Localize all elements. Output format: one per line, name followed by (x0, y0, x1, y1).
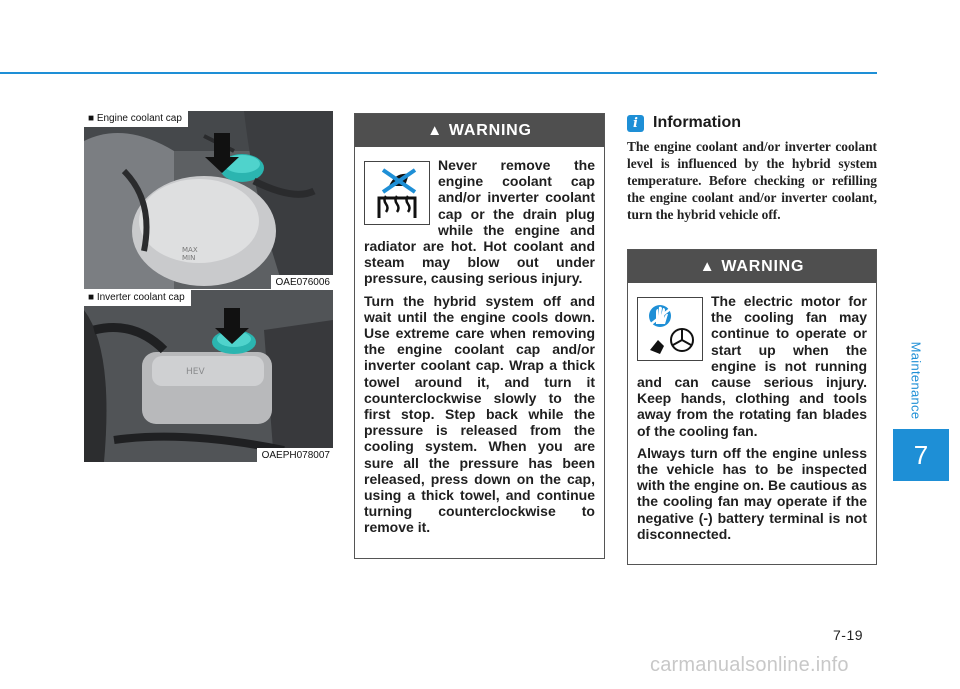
svg-text:HEV: HEV (186, 367, 205, 377)
warning-body (355, 147, 604, 550)
rotating-fan-hazard-icon (637, 297, 703, 361)
photo-caption: ■ Inverter coolant cap (84, 290, 191, 306)
info-icon: i (627, 115, 644, 132)
information-text: The engine coolant and/or inverter coolant level is influenced by the hybrid system temperature. Before checking or refilling the engine coolant and/or inverter coolant, turn the hybrid vehicle off. (627, 139, 877, 222)
svg-text:MAX: MAX (182, 246, 198, 254)
warning-paragraph: Turn the hybrid system off and wait until the engine cools down. Use extreme care when removing the engine coolant cap and/or inverter coolant cap. Wrap a thick towel around it, and turn it counterclockwise slowly to the first stop. Step back while the pressure is released from the cooling system. When you are sure all the pressure has been released, press down on the cap, using a thick towel, and continue turning counterclockwise to remove it. (364, 292, 595, 536)
engine-bay-illustration (84, 111, 333, 289)
section-side-label (886, 330, 946, 430)
warning-body (628, 283, 876, 556)
information-section (627, 114, 877, 223)
photo-code: OAE076006 (271, 275, 334, 289)
warning-title: WARNING (721, 257, 805, 275)
photo-caption: ■ Engine coolant cap (84, 111, 188, 127)
photo-code: OAEPH078007 (257, 448, 333, 462)
warning-box-cooling-fan (627, 249, 877, 565)
information-title: Information (653, 114, 741, 131)
warning-header (628, 250, 876, 283)
warning-triangle-icon: ▲ (427, 122, 443, 139)
section-name: Maintenance (908, 341, 924, 419)
warning-paragraph: Never remove the engine coolant cap and/or inverter coolant cap or the drain plug while the engine and radiator are hot. Hot coolant and steam may blow out under pressure, causing serious injury. (364, 157, 595, 287)
chapter-tab: 7 (893, 429, 949, 481)
engine-coolant-photo (84, 111, 333, 289)
warning-paragraph: Always turn off the engine unless the vehicle has to be inspected with the engine on. Be cautious as the cooling fan may operate if the negative (-) battery terminal is not disconnected. (637, 444, 867, 542)
warning-header (355, 114, 604, 147)
header-rule (0, 72, 877, 74)
warning-title: WARNING (448, 121, 532, 139)
warning-paragraph: The electric motor for the cooling fan may continue to operate or start up when the engine is not running and can cause serious injury. Keep hands, clothing and tools away from the rotating fan blades of the cooling fan. (637, 293, 867, 439)
watermark: carmanualsonline.info (650, 654, 849, 676)
information-header (627, 114, 877, 132)
svg-text:MIN: MIN (182, 254, 196, 262)
warning-box-coolant-cap (354, 113, 605, 559)
warning-triangle-icon: ▲ (699, 258, 716, 275)
inverter-bay-illustration (84, 290, 333, 462)
page-number: 7-19 (833, 627, 864, 643)
hot-coolant-hazard-icon (364, 161, 430, 225)
inverter-coolant-photo (84, 290, 333, 462)
